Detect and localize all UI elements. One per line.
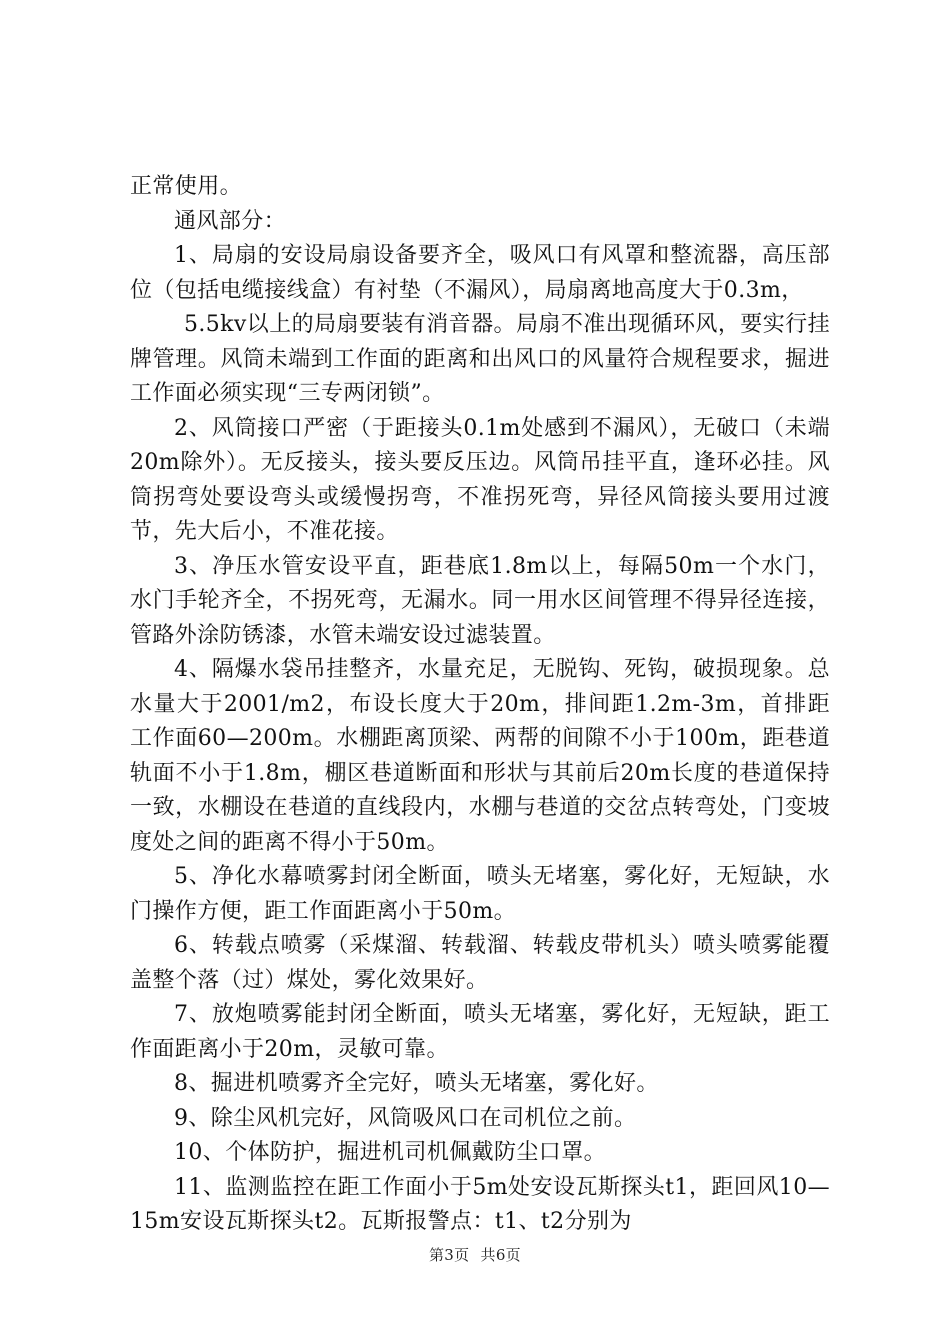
page-number: 第3页 [429, 1246, 470, 1264]
paragraph-3: 5.5kv以上的局扇要装有消音器。局扇不准出现循环风，要实行挂牌管理。风筒未端到工作面的距离和出风口的风量符合规程要求，掘进工作面必须实现“三专两闭锁”。 [130, 312, 830, 406]
paragraph-10: 8、掘进机喷雾齐全完好，喷头无堵塞，雾化好。 [174, 1071, 659, 1096]
paragraph-13: 11、监测监控在距工作面小于5m处安设瓦斯探头t1，距回风10—15m安设瓦斯探头t2。瓦斯报警点：t1、t2分别为 [130, 1174, 830, 1234]
paragraph-9: 7、放炮喷雾能封闭全断面，喷头无堵塞，雾化好，无短缺，距工作面距离小于20m，灵敏可靠。 [130, 1002, 830, 1062]
paragraph-12: 10、个体防护，掘进机司机佩戴防尘口罩。 [174, 1140, 606, 1165]
paragraph-1: 通风部分： [174, 208, 287, 234]
paragraph-11: 9、除尘风机完好，风筒吸风口在司机位之前。 [174, 1105, 637, 1131]
paragraph-7: 5、净化水幕喷雾封闭全断面，喷头无堵塞，雾化好，无短缺，水门操作方便，距工作面距离小于50m。 [130, 864, 830, 924]
page-total: 共6页 [480, 1246, 521, 1264]
page-footer [0, 1244, 950, 1265]
paragraph-6: 4、隔爆水袋吊挂整齐，水量充足，无脱钩、死钩，破损现象。总水量大于2001/m2，布设长度大于20m，排间距1.2m-3m，首排距工作面60—200m。水棚距离顶梁、两帮的间隙不小于100m，距巷道轨面不小于1.8m，棚区巷道断面和形状与其前后20m长度的巷道保持一致，水棚设在巷道的直线段内，水棚与巷道的交岔点转弯处，门变坡度处之间的距离不得小于50m。 [130, 657, 830, 855]
paragraph-5: 3、净压水管安设平直，距巷底1.8m以上，每隔50m一个水门，水门手轮齐全，不拐死弯，无漏水。同一用水区间管理不得异径连接，管路外涂防锈漆，水管未端安设过滤装置。 [130, 553, 830, 648]
paragraph-4: 2、风筒接口严密（于距接头0.1m处感到不漏风），无破口（未端20m除外）。无反接头，接头要反压边。风筒吊挂平直，逢环必挂。风筒拐弯处要设弯头或缓慢拐弯，不准拐死弯，异径风筒接头要用过渡节，先大后小，不准花接。 [130, 415, 830, 544]
document-body [130, 170, 830, 1240]
paragraph-2: 1、局扇的安设局扇设备要齐全，吸风口有风罩和整流器，高压部位（包括电缆接线盒）有衬垫（不漏风），局扇离地高度大于0.3m， [130, 243, 830, 303]
paragraph-0: 正常使用。 [130, 174, 243, 199]
paragraph-8: 6、转载点喷雾（采煤溜、转载溜、转载皮带机头）喷头喷雾能覆盖整个落（过）煤处，雾化效果好。 [130, 933, 830, 993]
